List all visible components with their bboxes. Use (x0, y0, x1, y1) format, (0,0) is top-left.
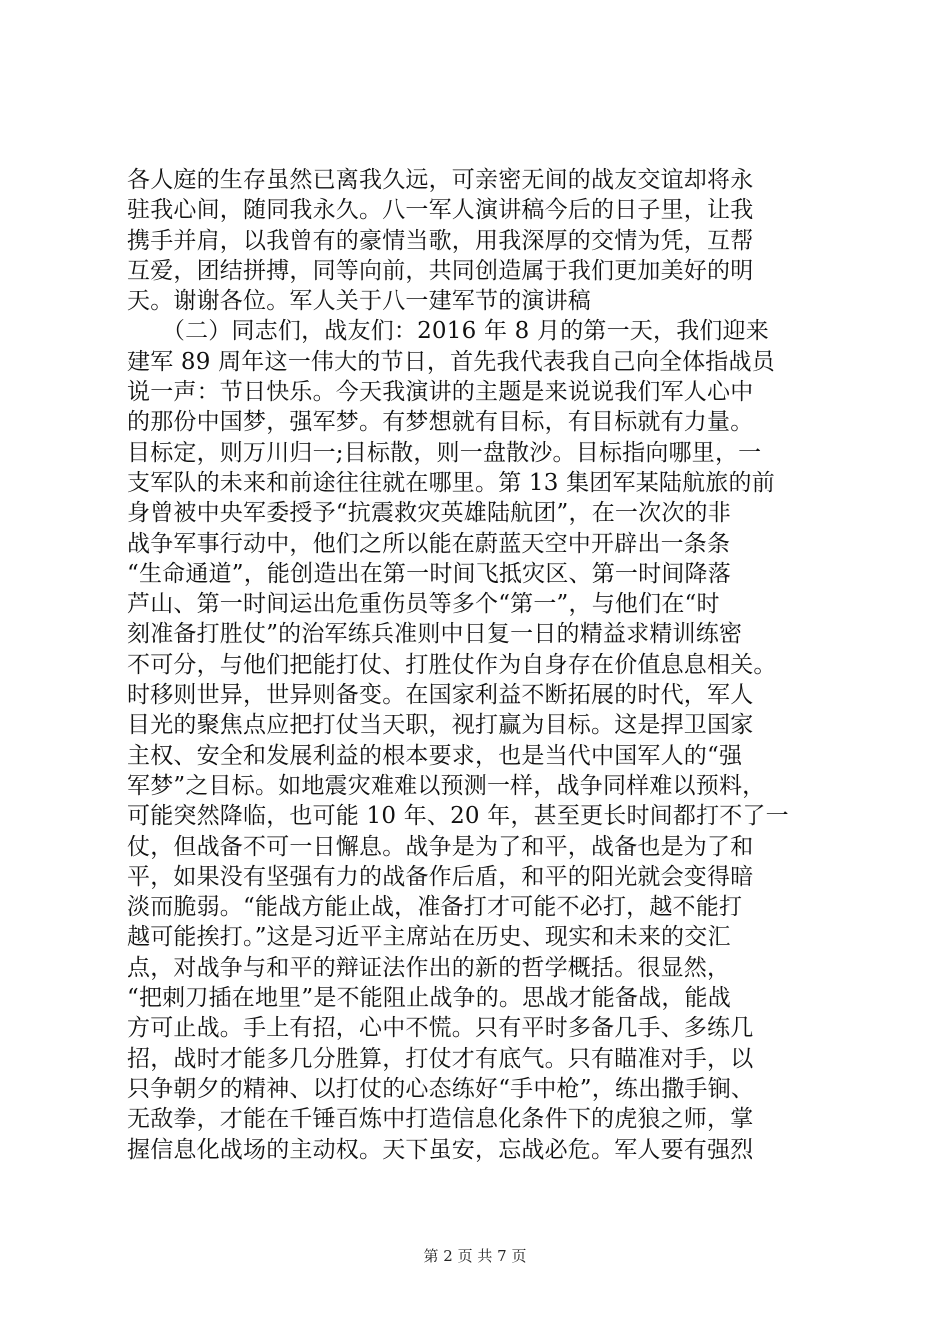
text-line: 驻我心间，随同我永久。八一军人演讲稿今后的日子里，让我 (127, 197, 754, 224)
text-line: 战争军事行动中，他们之所以能在蔚蓝天空中开辟出一条条 (127, 530, 731, 557)
text-line: “把刺刀插在地里”是不能阻止战争的。思战才能备战，能战 (127, 985, 731, 1012)
text-line: 天。谢谢各位。军人关于八一建军节的演讲稿 (127, 288, 591, 315)
text-line: 目标定，则万川归一;目标散，则一盘散沙。目标指向哪里，一 (127, 439, 762, 466)
text-line: 只争朝夕的精神、以打仗的心态练好“手中枪”，练出撒手锏、 (127, 1075, 755, 1102)
text-line: 平，如果没有坚强有力的战备作后盾，和平的阳光就会变得暗 (127, 863, 754, 890)
text-line: 建军 89 周年这一伟大的节日，首先我代表我自己向全体指战员 (127, 348, 775, 375)
text-line: 可能突然降临，也可能 10 年、20 年，甚至更长时间都打不了一 (127, 803, 789, 830)
text-line: 招，战时才能多几分胜算，打仗才有底气。只有瞄准对手，以 (127, 1045, 754, 1072)
text-line: 时移则世异，世异则备变。在国家利益不断拓展的时代，军人 (127, 682, 754, 709)
text-line: 方可止战。手上有招，心中不慌。只有平时多备几手、多练几 (127, 1015, 754, 1042)
text-line: 越可能挨打。”这是习近平主席站在历史、现实和未来的交汇 (127, 924, 731, 951)
body-text (127, 165, 847, 1165)
text-line: 军梦”之目标。如地震灾难难以预测一样，战争同样难以预料， (127, 772, 766, 799)
text-line: （二）同志们，战友们：2016 年 8 月的第一天，我们迎来 (127, 318, 769, 345)
page-footer: 第 2 页 共 7 页 (423, 1247, 527, 1265)
text-line: 互爱，团结拼搏，同等向前，共同创造属于我们更加美好的明 (127, 257, 754, 284)
text-line: 的那份中国梦，强军梦。有梦想就有目标，有目标就有力量。 (127, 409, 754, 436)
text-line: 身曾被中央军委授予“抗震救灾英雄陆航团”，在一次次的非 (127, 500, 731, 527)
text-line: 不可分，与他们把能打仗、打胜仗作为自身存在价值息息相关。 (127, 651, 777, 678)
text-line: 主权、安全和发展利益的根本要求，也是当代中国军人的“强 (127, 742, 743, 769)
text-line: 说一声：节日快乐。今天我演讲的主题是来说说我们军人心中 (127, 379, 754, 406)
text-line: 支军队的未来和前途往往就在哪里。第 13 集团军某陆航旅的前 (127, 469, 775, 496)
text-line: “生命通道”，能创造出在第一时间飞抵灾区、第一时间降落 (127, 560, 731, 587)
text-line: 目光的聚焦点应把打仗当天职，视打赢为目标。这是捍卫国家 (127, 712, 754, 739)
text-line: 无敌拳，才能在千锤百炼中打造信息化条件下的虎狼之师，掌 (127, 1106, 754, 1133)
text-line: 点，对战争与和平的辩证法作出的新的哲学概括。很显然， (127, 954, 731, 981)
text-line: 握信息化战场的主动权。天下虽安，忘战必危。军人要有强烈 (127, 1136, 754, 1163)
text-line: 仗，但战备不可一日懈息。战争是为了和平，战备也是为了和 (127, 833, 754, 860)
text-line: 芦山、第一时间运出危重伤员等多个“第一”，与他们在“时 (127, 591, 720, 618)
text-line: 刻准备打胜仗”的治军练兵准则中日复一日的精益求精训练密 (127, 621, 743, 648)
text-line: 携手并肩，以我曾有的豪情当歌，用我深厚的交情为凭，互帮 (127, 227, 754, 254)
text-line: 各人庭的生存虽然已离我久远，可亲密无间的战友交谊却将永 (127, 167, 754, 193)
text-line: 淡而脆弱。“能战方能止战，准备打才可能不必打，越不能打 (127, 894, 743, 921)
